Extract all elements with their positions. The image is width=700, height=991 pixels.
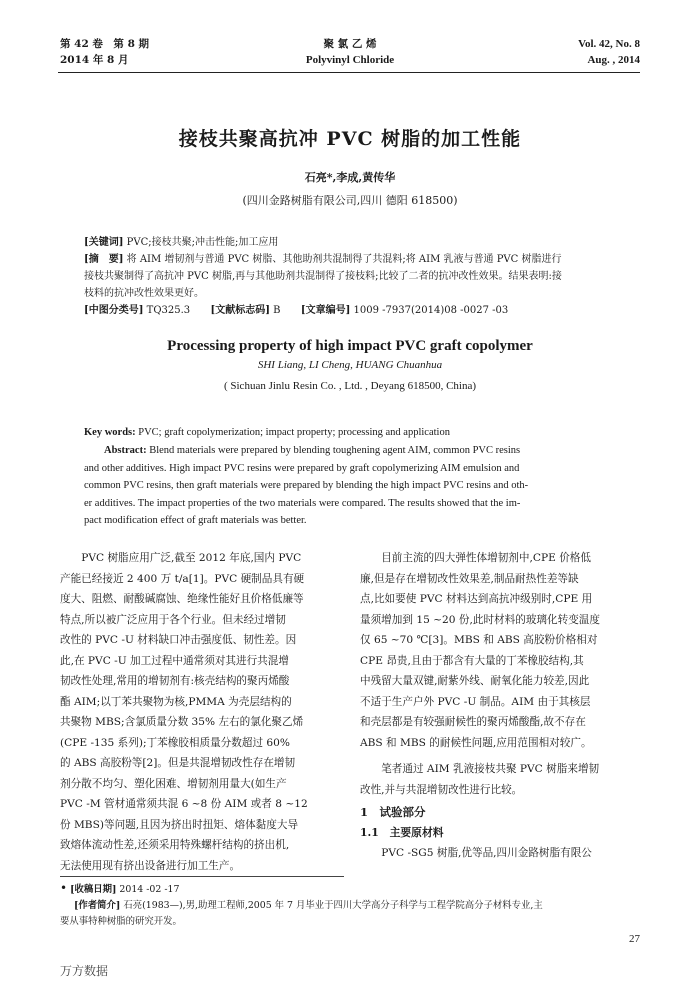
page-number: 27 bbox=[629, 933, 640, 945]
clc-value: TQ325.3 bbox=[143, 305, 191, 316]
body-line: 改性,并与共混增韧改性进行比较。 bbox=[360, 783, 523, 796]
body-line: 点,比如要使 PVC 材料达到高抗冲级别时,CPE 用 bbox=[360, 593, 593, 605]
body-line: 度大、阻燃、耐酸碱腐蚀、绝缘性能好且价格低廉等 bbox=[60, 593, 304, 605]
title-en: Processing property of high impact PVC graft copolymer bbox=[167, 338, 533, 354]
body-line: 中残留大量双键,耐紫外线、耐氧化能力较差,因此 bbox=[360, 675, 590, 687]
body-line: ABS 和 MBS 的耐候性问题,应用范围相对较广。 bbox=[360, 736, 592, 749]
body-line: 共聚物 MBS;含氯质量分数 35% 左右的氯化聚乙烯 bbox=[60, 716, 304, 728]
body-line: PVC -SG5 树脂,优等品,四川金路树脂有限公 bbox=[381, 847, 592, 859]
body-line: 和壳层都是有较强耐候性的聚丙烯酸酯,故不存在 bbox=[360, 716, 586, 728]
authors-en: SHI Liang, LI Cheng, HUANG Chuanhua bbox=[257, 359, 443, 371]
body-line: 廉,但是存在增韧改性效果差,制品耐热性差等缺 bbox=[360, 572, 579, 585]
footnote-bullet: • bbox=[60, 881, 68, 895]
received-label: [收稿日期] bbox=[70, 884, 117, 895]
keywords-en-label: Key words: bbox=[84, 427, 136, 438]
body-line: (CPE -135 系列);丁苯橡胶相质量分数超过 60% bbox=[60, 736, 290, 749]
header-rule bbox=[58, 72, 640, 73]
body-line: PVC 树脂应用广泛,截至 2012 年底,国内 PVC bbox=[81, 552, 302, 564]
body-line: CPE 昂贵,且由于都含有大量的丁苯橡胶结构,其 bbox=[360, 654, 584, 667]
body-line: 仅 65 ~70 ℃[3]。MBS 和 ABS 高胶粉价格相对 bbox=[360, 634, 598, 646]
authors-cn: 石亮*,李成,黄传华 bbox=[304, 171, 396, 184]
body-line: 剂分散不均匀、塑化困难、增韧剂用量大(如生产 bbox=[60, 777, 287, 790]
abstract-en-line: and other additives. High impact PVC resins were prepared by graft copolymerizing AIM emulsion and bbox=[84, 462, 520, 474]
body-line: 不适于生产户外 PVC -U 制品。AIM 由于其核层 bbox=[360, 695, 591, 708]
abstract-en-label: Abstract: bbox=[104, 445, 147, 456]
body-line: 量须增加到 15 ~20 份,此时材料的玻璃化转变温度 bbox=[360, 613, 600, 626]
affiliation-en: ( Sichuan Jinlu Resin Co. , Ltd. , Deyang 618500, China) bbox=[223, 380, 477, 392]
abstract-en-line: er additives. The impact properties of the two materials were compared. The results showed that the im- bbox=[84, 497, 521, 509]
footnote bbox=[60, 880, 642, 930]
body-line: PVC -M 管材通常须共混 6 ~8 份 AIM 或者 8 ~12 bbox=[60, 798, 308, 810]
abstract-cn-line: 接枝共聚制得了高抗冲 PVC 树脂,再与其他助剂共混制得了接枝料;比较了二者的抗冲改性效果。结果表明:接 bbox=[84, 271, 562, 282]
abstract-en-line: common PVC resins, then graft materials were prepared by blending the high impact PVC resins and oth- bbox=[84, 480, 529, 492]
watermark-text: 万方数据 bbox=[60, 964, 109, 978]
abstract-cn bbox=[84, 251, 624, 302]
received-value: 2014 -02 -17 bbox=[116, 884, 180, 895]
body-left-column bbox=[60, 548, 344, 876]
article-number-value: 1009 -7937(2014)08 -0027 -03 bbox=[350, 305, 509, 316]
title-cn: 接枝共聚高抗冲 PVC 树脂的加工性能 bbox=[178, 128, 522, 150]
clc-label: [中图分类号] bbox=[84, 305, 144, 316]
doc-code-value: B bbox=[270, 305, 281, 316]
abstract-cn-line: 枝料的抗冲改性效果更好。 bbox=[84, 288, 204, 299]
doc-code-label: [文献标志码] bbox=[210, 305, 270, 316]
body-line: 的 ABS 高胶粉等[2]。但是共混增韧改性存在增韧 bbox=[60, 757, 296, 769]
body-line: 产能已经接近 2 400 万 t/a[1]。PVC 硬制品具有硬 bbox=[60, 572, 305, 585]
body-line: 无法使用现有挤出设备进行加工生产。 bbox=[60, 859, 241, 872]
body-line: 份 MBS)等问题,且因为挤出时扭矩、熔体黏度大导 bbox=[60, 818, 299, 831]
abstract-cn-line: 将 AIM 增韧剂与普通 PVC 树脂、其他助剂共混制得了共混料;将 AIM 乳液与普通 PVC 树脂进行 bbox=[123, 254, 562, 265]
body-line: 酯 AIM;以丁苯共聚物为核,PMMA 为壳层结构的 bbox=[60, 695, 292, 708]
keywords-cn-text: PVC;接枝共聚;冲击性能;加工应用 bbox=[123, 237, 279, 248]
keywords-en-text: PVC; graft copolymerization; impact property; processing and application bbox=[135, 427, 450, 438]
subsection-heading: 1.1 主要原材料 bbox=[360, 825, 444, 839]
journal-name: 聚 氯 乙 烯 Polyvinyl Chloride bbox=[305, 38, 395, 66]
body-line: 改性的 PVC -U 材料缺口冲击强度低、韧性差。因 bbox=[60, 634, 297, 646]
author-bio-text: 要从事特种树脂的研究开发。 bbox=[60, 916, 182, 927]
keywords-cn-label: [关键词] bbox=[84, 237, 124, 248]
journal-volume-en: Vol. 42, No. 8 Aug. , 2014 bbox=[578, 38, 640, 66]
author-bio-text: 石亮(1983—),男,助理工程师,2005 年 7 月毕业于四川大学高分子科学与工程学院高分子材料专业,主 bbox=[120, 900, 543, 911]
affiliation-cn: (四川金路树脂有限公司,四川 德阳 618500) bbox=[242, 194, 458, 207]
body-line: 特点,所以被广泛应用于各个行业。但未经过增韧 bbox=[60, 613, 286, 626]
body-line: 韧改性处理,常用的增韧剂有:核壳结构的聚丙烯酸 bbox=[60, 675, 290, 687]
keywords-en bbox=[84, 424, 624, 442]
body-line: 目前主流的四大弹性体增韧剂中,CPE 价格低 bbox=[381, 552, 591, 564]
body-right-column bbox=[360, 548, 642, 864]
author-bio-label: [作者简介] bbox=[74, 900, 121, 911]
body-line: 致熔体流动性差,还须采用特殊螺杆结构的挤出机, bbox=[60, 839, 290, 851]
classification-codes bbox=[84, 302, 624, 319]
section-heading: 1 试验部分 bbox=[360, 805, 426, 819]
abstract-cn-label: [摘 要] bbox=[84, 254, 124, 265]
footnote-rule bbox=[60, 876, 344, 877]
abstract-en-line: Blend materials were prepared by blending toughening agent AIM, common PVC resins bbox=[146, 445, 521, 456]
article-number-label: [文章编号] bbox=[300, 305, 351, 316]
abstract-en bbox=[84, 442, 616, 530]
body-line: 笔者通过 AIM 乳液接枝共聚 PVC 树脂来增韧 bbox=[381, 763, 600, 775]
keywords-cn bbox=[84, 234, 624, 251]
body-line: 此,在 PVC -U 加工过程中通常须对其进行共混增 bbox=[60, 654, 289, 667]
abstract-en-line: pact modification effect of graft materials was better. bbox=[84, 515, 307, 527]
journal-volume-issue: 第 42 卷 第 8 期 2014 年 8 月 bbox=[60, 38, 150, 66]
